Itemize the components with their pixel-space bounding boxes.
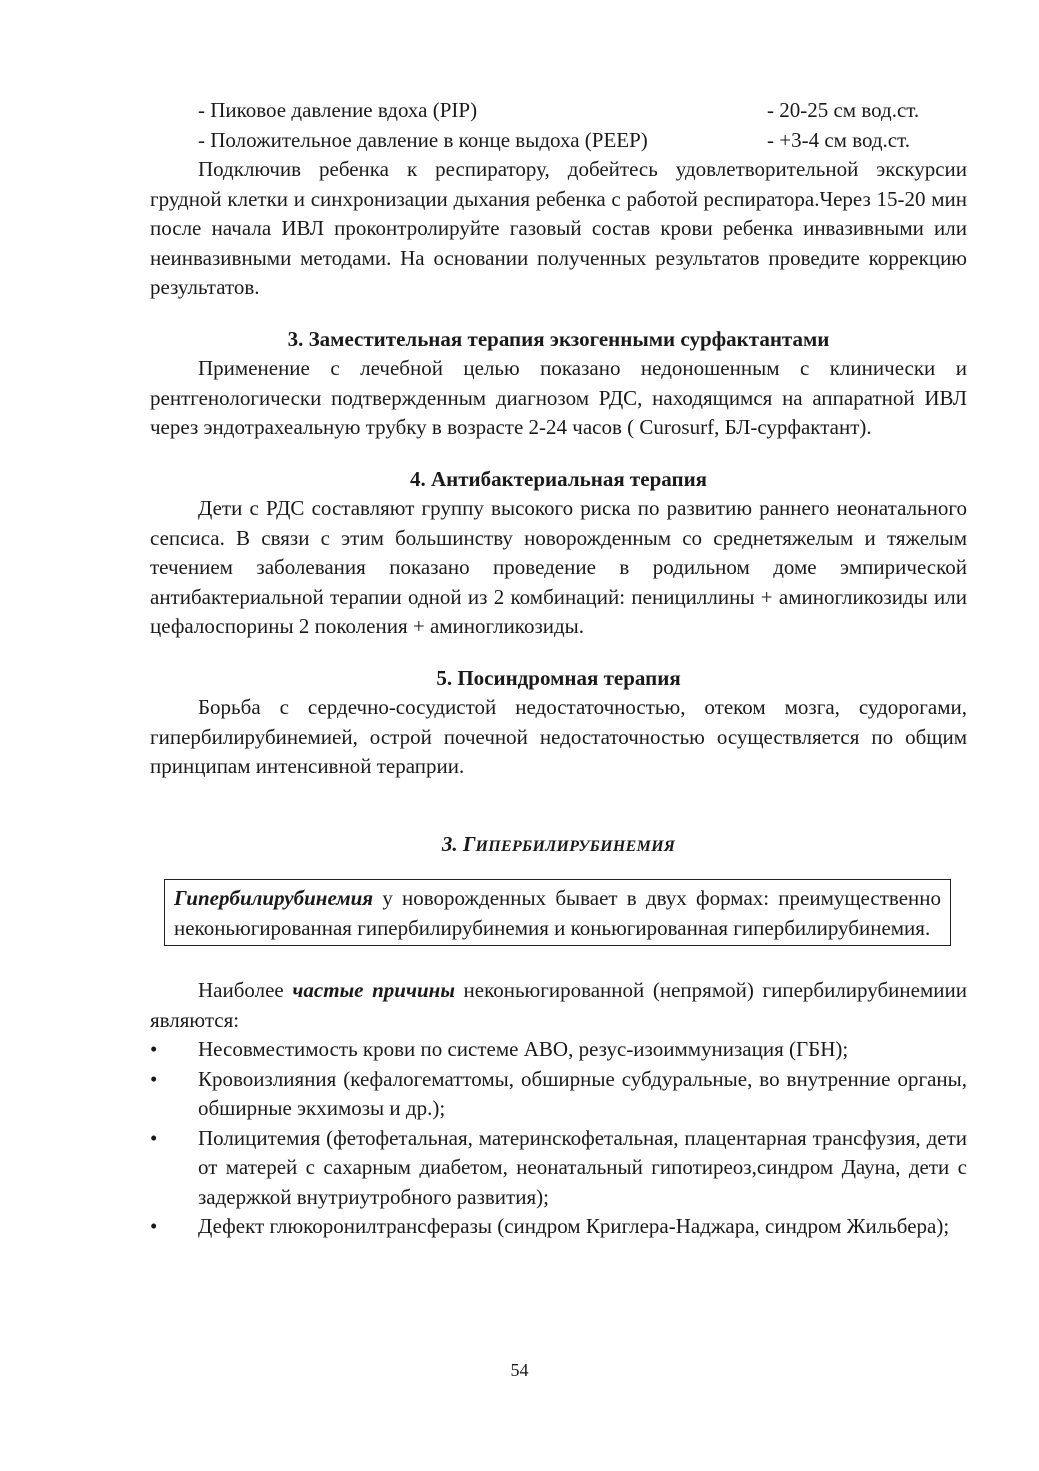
param-row-peep xyxy=(150,126,967,156)
chapter-heading xyxy=(150,830,967,862)
paragraph-antibacterial: Дети с РДС составляют группу высокого риска по развитию раннего неонатального сепсиса. В связи с этим большинству новорожденным со среднетяжелым и тяжелым течением заболевания показано проведение в родильном доме эмпирической антибактериальной терапии одной из 2 комбинаций: пенициллины + аминогликозиды или цефалоспорины 2 поколения + аминогликозиды. xyxy=(150,496,967,638)
bullet-icon: • xyxy=(150,1125,158,1150)
causes-emphasis: частые причины xyxy=(292,978,455,1002)
definition-text: у новорожденных бывает в двух формах: преимущественно неконьюгированная гипербилирубинемия и коньюгированная гипербилирубинемия. xyxy=(174,886,941,940)
bullet-icon: • xyxy=(150,1214,158,1238)
paragraph-syndromic: Борьба с сердечно-сосудистой недостаточностью, отеком мозга, судорогами, гипербилирубинемией, острой почечной недостаточностью осуществляется по общим принципам интенсивной тераприи. xyxy=(150,695,967,778)
definition-term: Гипербилирубинемия xyxy=(174,886,374,910)
list-item: • Дефект глюкоронилтрансферазы (синдром Криглера-Наджара, синдром Жильбера); xyxy=(150,1212,967,1242)
section-heading-syndromic: 5. Посиндромная терапия xyxy=(436,665,681,690)
param-value: - +3-4 см вод.ст. xyxy=(767,127,910,152)
page-content xyxy=(150,96,967,1242)
param-label: - Пиковое давление вдоха (PIP) xyxy=(198,98,478,122)
bullet-icon: • xyxy=(150,1066,158,1091)
param-row-pip xyxy=(150,96,967,126)
section-heading-surfactant: 3. Заместительная терапия экзогенными сурфактантами xyxy=(287,326,830,351)
param-value: - 20-25 см вод.ст. xyxy=(767,98,920,122)
causes-list xyxy=(150,1035,967,1242)
list-item: • Полицитемия (фетофетальная, материнскофетальная, плацентарная трансфузия, дети от матерей с сахарным диабетом, неонатальный гипотиреоз,синдром Дауна, дети с задержкой внутриутробного развития); xyxy=(150,1125,967,1209)
chapter-heading-start: 3. Г xyxy=(441,831,476,856)
paragraph-causes: Наиболее частые причины неконьюгированной (непрямой) гипербилирубинемиии являются: xyxy=(150,978,967,1032)
section-heading-antibacterial: 4. Антибактериальная терапия xyxy=(409,466,708,491)
param-label: - Положительное давление в конце выдоха (PEEP) xyxy=(198,127,648,152)
paragraph-surfactant: Применение с лечебной целью показано недоношенным с клинически и рентгенологически подтвержденным диагнозом РДС, находящимся на аппаратной ИВЛ через эндотрахеальную трубку в возрасте 2-24 часов ( Curosurf, БЛ-сурфактант). xyxy=(150,356,967,439)
page-number: 54 xyxy=(510,1360,529,1380)
definition-box xyxy=(164,879,951,946)
paragraph-ventilation: Подключив ребенка к респиратору, добейтесь удовлетворительной экскурсии грудной клетки и синхронизации дыхания ребенка с работой респиратора.Через 15-20 мин после начала ИВЛ проконтролируйте газовый состав крови ребенка инвазивными или неинвазивными методами. На основании полученных результатов проведите коррекцию результатов. xyxy=(150,157,967,299)
list-item: • Кровоизлияния (кефалогематтомы, обширные субдуральные, во внутренние органы, обширные экхимозы и др.); xyxy=(150,1066,967,1120)
chapter-heading-rest: ИПЕРБИЛИРУБИНЕМИЯ xyxy=(475,837,676,855)
list-item: • Несовместимость крови по системе АВО, резус-изоиммунизация (ГБН); xyxy=(150,1035,967,1065)
bullet-icon: • xyxy=(150,1037,158,1061)
